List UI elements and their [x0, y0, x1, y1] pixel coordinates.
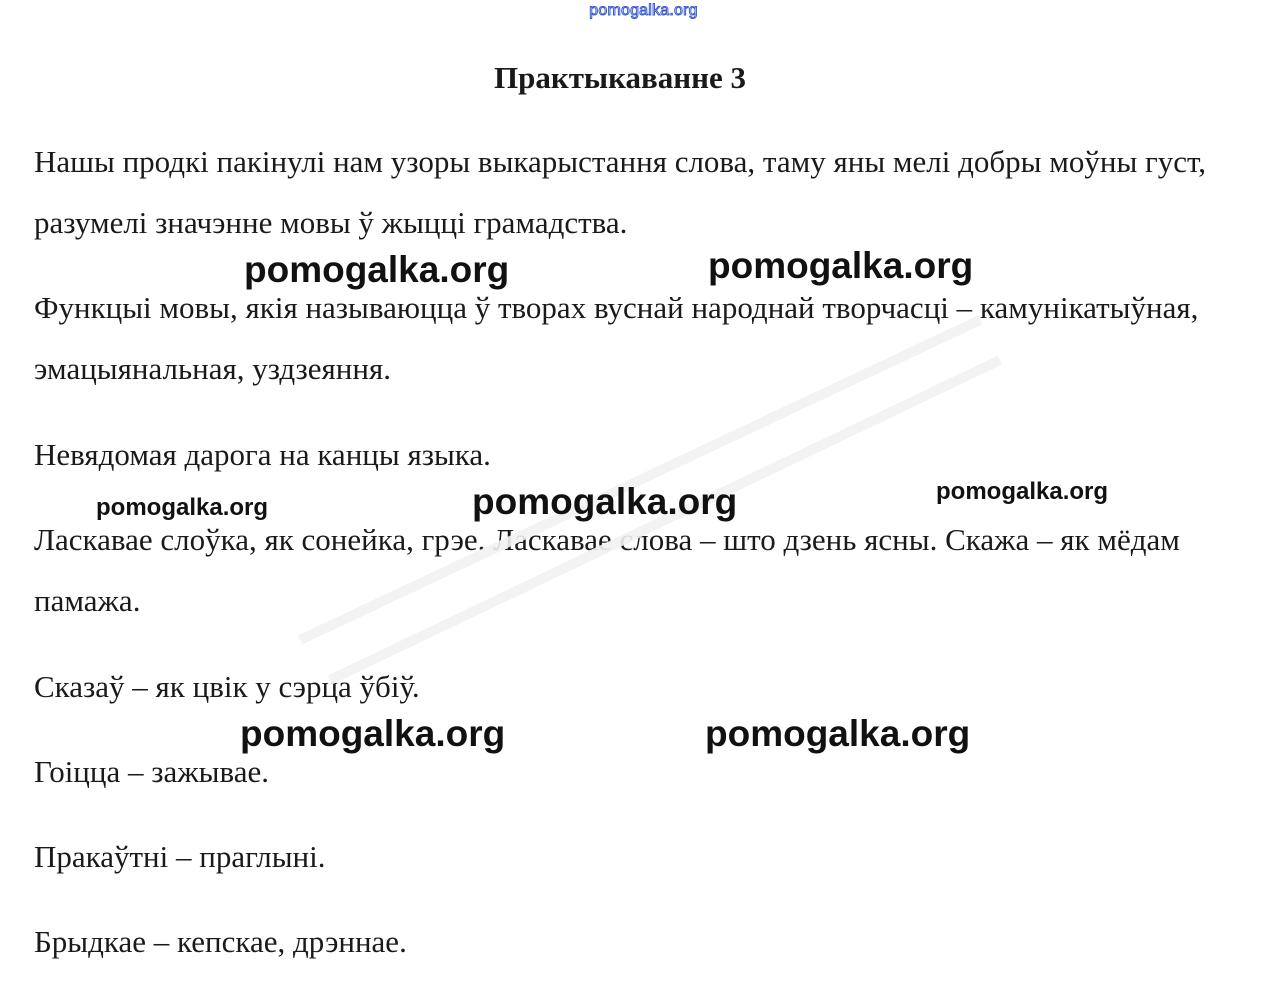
- watermark-text: pomogalka.org: [472, 481, 738, 522]
- paragraph-3: Невядомая дарога на канцы языка.: [34, 437, 491, 472]
- paragraph-6: Гоіцца – зажывае.: [34, 754, 269, 789]
- paragraph-7: Пракаўтні – праглыні.: [34, 839, 326, 874]
- watermark-text: pomogalka.org: [705, 713, 971, 754]
- header-watermark: pomogalka.org: [589, 2, 698, 19]
- paragraph-8: Брыдкае – кепскае, дрэннае.: [34, 924, 407, 959]
- paragraph-2: Функцыі мовы, якія называюцца ў творах вуснай народнай творчасці – камунікатыўная, эмацыянальная, уздзеяння.: [34, 290, 1199, 386]
- watermark-text: pomogalka.org: [708, 245, 974, 286]
- watermark-text: pomogalka.org: [936, 478, 1109, 505]
- paragraph-4: Ласкавае слоўка, як сонейка, грэе. Ласкавае слова – што дзень ясны. Скажа – як мёдам памажа.: [34, 522, 1180, 618]
- page-title: Практыкаванне 3: [493, 60, 746, 95]
- watermark-text: pomogalka.org: [244, 249, 510, 290]
- paragraph-1: Нашы продкі пакінулі нам узоры выкарыстання слова, таму яны мелі добры моўны густ, разумелі значэнне мовы ў жыцці грамадства.: [34, 144, 1206, 240]
- watermark-text: pomogalka.org: [96, 494, 269, 521]
- watermark-text: pomogalka.org: [240, 713, 506, 754]
- paragraph-5: Сказаў – як цвік у сэрца ўбіў.: [34, 669, 420, 704]
